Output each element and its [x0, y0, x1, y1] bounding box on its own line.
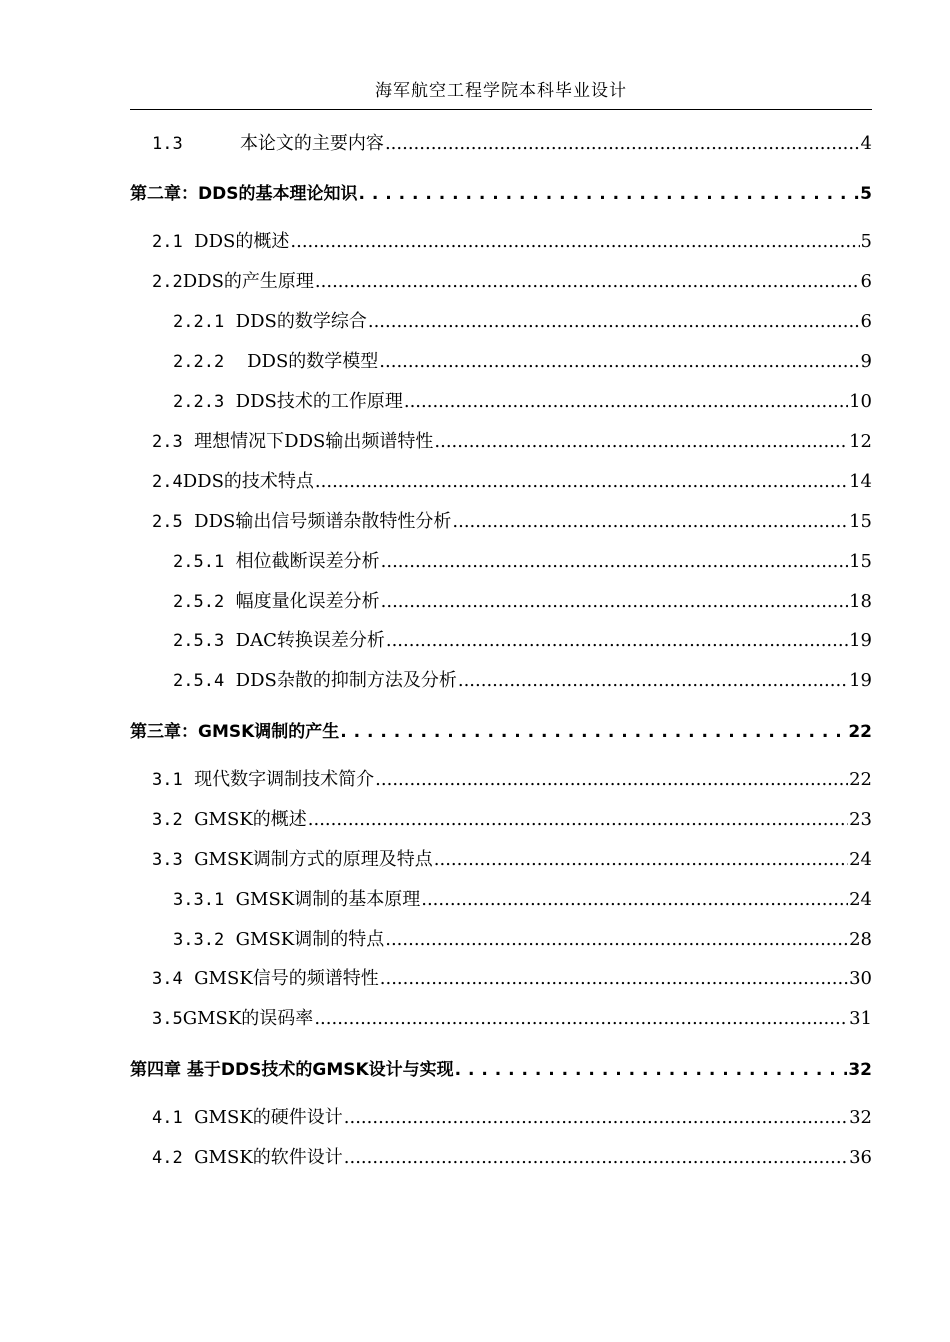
toc-entry-gap — [224, 888, 235, 912]
toc-dot-leader — [385, 928, 848, 952]
toc-entry-gap — [183, 132, 240, 156]
toc-entry-title: GMSK的软件设计 — [194, 1147, 343, 1168]
toc-page-number: 5 — [860, 184, 872, 204]
toc-entry-title: 第四章 基于DDS技术的GMSK设计与实现 — [130, 1060, 454, 1080]
toc-entry-title: GMSK信号的频谱特性 — [194, 968, 379, 989]
toc-dot-leader — [404, 390, 848, 414]
toc-entry-title: DDS的产生原理 — [182, 271, 314, 292]
toc-entry-number: 2.5.1 — [173, 552, 225, 572]
toc-entry-title: 第三章：GMSK调制的产生 — [130, 722, 340, 742]
toc-entry-number: 3.3.2 — [173, 930, 225, 950]
toc-entry-title: 幅度量化误差分析 — [235, 591, 380, 612]
toc-dot-leader — [315, 270, 860, 294]
toc-dot-leader — [344, 1106, 848, 1130]
toc-entry-title: DDS杂散的抑制方法及分析 — [235, 670, 457, 691]
toc-entry[interactable] — [152, 430, 872, 454]
toc-entry[interactable] — [152, 1007, 872, 1031]
toc-entry[interactable] — [152, 1146, 872, 1170]
toc-entry[interactable] — [152, 1106, 872, 1130]
toc-entry-title: 相位截断误差分析 — [235, 551, 380, 572]
toc-entry-gap — [224, 390, 235, 414]
toc-dot-leader — [452, 510, 848, 534]
toc-dot-leader — [421, 888, 848, 912]
toc-page-number: 15 — [849, 551, 872, 572]
toc-entry[interactable] — [173, 669, 872, 693]
toc-page-number: 19 — [849, 630, 872, 651]
toc-dot-leader — [308, 808, 848, 832]
toc-entry[interactable] — [173, 928, 872, 952]
toc-entry-number: 4.2 — [152, 1148, 183, 1168]
toc-entry-title: GMSK调制的基本原理 — [235, 889, 421, 910]
toc-entry-gap — [224, 669, 235, 693]
toc-entry-title: GMSK的误码率 — [182, 1008, 314, 1029]
toc-dot-leader — [434, 848, 848, 872]
toc-entry[interactable] — [152, 132, 872, 156]
toc-entry-title: DDS的数学综合 — [235, 311, 367, 332]
toc-page-number: 32 — [849, 1107, 872, 1128]
toc-entry-number: 3.3 — [152, 850, 183, 870]
toc-page-number: 6 — [860, 271, 872, 292]
toc-entry-gap — [224, 590, 235, 614]
toc-entry-number: 2.2.2 — [173, 352, 225, 372]
toc-entry-number: 3.1 — [152, 770, 183, 790]
toc-entry-title: GMSK调制的特点 — [235, 929, 385, 950]
toc-page-number: 15 — [849, 511, 872, 532]
toc-dot-leader — [380, 967, 848, 991]
toc-entry-title: 理想情况下DDS输出频谱特性 — [194, 431, 434, 452]
toc-page-number: 24 — [849, 889, 872, 910]
toc-dot-leader — [375, 768, 848, 792]
toc-dot-leader — [386, 629, 848, 653]
toc-entry-number: 2.4 — [152, 472, 183, 492]
toc-entry[interactable] — [152, 510, 872, 534]
toc-entry[interactable] — [173, 629, 872, 653]
toc-entry-number: 3.2 — [152, 810, 183, 830]
toc-entry-number: 1.3 — [152, 134, 183, 154]
toc-page-number: 18 — [849, 591, 872, 612]
toc-dot-leader — [381, 550, 848, 574]
toc-page-number: 36 — [849, 1147, 872, 1168]
toc-chapter-entry[interactable] — [130, 720, 872, 744]
toc-entry-number: 2.2 — [152, 272, 183, 292]
toc-page-number: 24 — [849, 849, 872, 870]
toc-entry-title: DDS的数学模型 — [247, 351, 379, 372]
toc-dot-leader — [455, 1058, 848, 1082]
toc-page-number: 9 — [860, 351, 872, 372]
toc-entry-gap — [183, 1106, 194, 1130]
toc-dot-leader — [358, 182, 859, 206]
toc-entry-gap — [224, 350, 247, 374]
toc-page-number: 14 — [849, 471, 872, 492]
toc-entry[interactable] — [173, 390, 872, 414]
toc-entry-title: DAC转换误差分析 — [235, 630, 385, 651]
toc-entry[interactable] — [173, 350, 872, 374]
toc-entry-number: 2.2.1 — [173, 312, 225, 332]
toc-page-number: 10 — [849, 391, 872, 412]
toc-entry[interactable] — [152, 768, 872, 792]
toc-entry-number: 4.1 — [152, 1108, 183, 1128]
toc-entry-gap — [183, 848, 194, 872]
toc-dot-leader — [368, 310, 860, 334]
toc-dot-leader — [458, 669, 848, 693]
toc-entry-number: 2.5 — [152, 512, 183, 532]
toc-entry[interactable] — [152, 470, 872, 494]
toc-dot-leader — [381, 590, 848, 614]
toc-entry[interactable] — [152, 967, 872, 991]
toc-entry-gap — [183, 510, 194, 534]
toc-entry[interactable] — [152, 230, 872, 254]
toc-entry-gap — [224, 928, 235, 952]
toc-entry-number: 2.2.3 — [173, 392, 225, 412]
page-header-title: 海军航空工程学院本科毕业设计 — [375, 81, 627, 101]
toc-entry-title: GMSK调制方式的原理及特点 — [194, 849, 433, 870]
toc-entry-gap — [224, 629, 235, 653]
toc-entry-gap — [183, 967, 194, 991]
toc-entry-number: 2.5.4 — [173, 671, 225, 691]
toc-page-number: 32 — [848, 1060, 872, 1080]
toc-entry[interactable] — [173, 590, 872, 614]
toc-page-number: 30 — [849, 968, 872, 989]
toc-entry-number: 2.5.2 — [173, 592, 225, 612]
toc-entry-title: GMSK的概述 — [194, 809, 307, 830]
toc-page-number: 4 — [860, 133, 872, 154]
toc-chapter-entry[interactable] — [130, 1058, 872, 1082]
toc-entry[interactable] — [173, 888, 872, 912]
toc-entry-title: DDS的概述 — [194, 231, 290, 252]
toc-entry-gap — [183, 1146, 194, 1170]
toc-entry-gap — [183, 430, 194, 454]
toc-entry-number: 2.1 — [152, 232, 183, 252]
toc-entry-title: DDS技术的工作原理 — [235, 391, 403, 412]
toc-entry-gap — [224, 310, 235, 334]
toc-dot-leader — [379, 350, 859, 374]
toc-entry-gap — [183, 768, 194, 792]
toc-entry-title: GMSK的硬件设计 — [194, 1107, 343, 1128]
toc-entry-gap — [183, 808, 194, 832]
toc-entry-number: 2.3 — [152, 432, 183, 452]
toc-page-number: 5 — [860, 231, 872, 252]
toc-entry-title: 本论文的主要内容 — [239, 133, 384, 154]
toc-entry-title: DDS的技术特点 — [182, 471, 314, 492]
toc-chapter-entry[interactable] — [130, 182, 872, 206]
toc-dot-leader — [434, 430, 848, 454]
toc-dot-leader — [314, 1007, 848, 1031]
toc-page-number: 23 — [849, 809, 872, 830]
toc-dot-leader — [340, 720, 847, 744]
toc-entry-number: 3.4 — [152, 969, 183, 989]
toc-entry[interactable] — [173, 310, 872, 334]
toc-dot-leader — [290, 230, 859, 254]
toc-entry[interactable] — [152, 270, 872, 294]
toc-page-number: 19 — [849, 670, 872, 691]
toc-entry-number: 2.5.3 — [173, 631, 225, 651]
toc-page-number: 6 — [860, 311, 872, 332]
toc-page-number: 22 — [849, 769, 872, 790]
toc-entry[interactable] — [173, 550, 872, 574]
toc-entry-number: 3.3.1 — [173, 890, 225, 910]
toc-page-number: 12 — [849, 431, 872, 452]
toc-entry-number: 3.5 — [152, 1009, 183, 1029]
toc-page-number: 22 — [848, 722, 872, 742]
toc-dot-leader — [344, 1146, 848, 1170]
toc-entry[interactable] — [152, 808, 872, 832]
toc-entry-gap — [224, 550, 235, 574]
toc-entry-title: 第二章：DDS的基本理论知识 — [130, 184, 358, 204]
toc-entry-title: 现代数字调制技术简介 — [194, 769, 375, 790]
toc-entry-gap — [183, 230, 194, 254]
toc-dot-leader — [385, 132, 860, 156]
toc-entry-title: DDS输出信号频谱杂散特性分析 — [194, 511, 452, 532]
toc-dot-leader — [315, 470, 848, 494]
toc-entry[interactable] — [152, 848, 872, 872]
toc-page-number: 31 — [849, 1008, 872, 1029]
toc-page-number: 28 — [849, 929, 872, 950]
